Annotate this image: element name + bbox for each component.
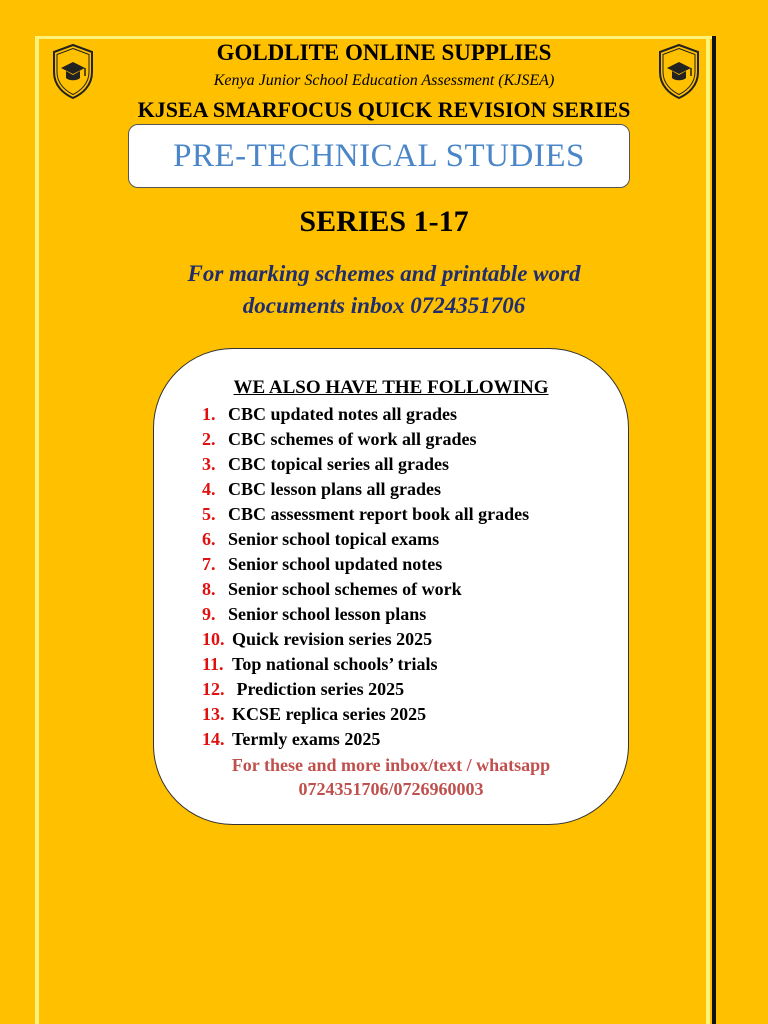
item-number: 3.	[202, 454, 216, 474]
item-number: 5.	[202, 504, 216, 524]
list-item	[202, 477, 529, 502]
list-item	[202, 652, 529, 677]
document-title: PRE-TECHNICAL STUDIES	[173, 137, 585, 174]
item-text: KCSE replica series 2025	[232, 704, 427, 724]
list-item	[202, 552, 529, 577]
offer-footer-line: For these and more inbox/text / whatsapp	[231, 755, 551, 775]
contact-note-line: documents inbox 0724351706	[242, 293, 526, 318]
item-number: 8.	[202, 579, 216, 599]
list-item	[202, 427, 529, 452]
item-number: 4.	[202, 479, 216, 499]
list-item	[202, 702, 529, 727]
offer-footer	[154, 753, 628, 801]
item-text: CBC schemes of work all grades	[228, 429, 477, 449]
list-item	[202, 627, 529, 652]
series-range: SERIES 1-17	[299, 205, 469, 238]
item-text: CBC lesson plans all grades	[228, 479, 442, 499]
item-text: CBC assessment report book all grades	[228, 504, 530, 524]
item-number: 10.	[202, 629, 225, 649]
item-number: 9.	[202, 604, 216, 624]
offer-box	[153, 348, 629, 825]
page-border-left	[35, 36, 39, 1024]
item-number: 13.	[202, 704, 225, 724]
title-box	[128, 124, 630, 188]
offer-heading: WE ALSO HAVE THE FOLLOWING	[233, 377, 549, 398]
page-border-right-dark	[712, 36, 716, 1024]
list-item	[202, 452, 529, 477]
list-item	[202, 602, 529, 627]
list-item	[202, 527, 529, 552]
list-item	[202, 502, 529, 527]
item-text: Senior school lesson plans	[228, 604, 427, 624]
item-number: 7.	[202, 554, 216, 574]
list-item	[202, 402, 529, 427]
page-border-right	[706, 36, 710, 1024]
list-item	[202, 577, 529, 602]
contact-note-line: For marking schemes and printable word	[187, 261, 581, 286]
item-text: CBC updated notes all grades	[228, 404, 458, 424]
offer-list	[202, 402, 529, 752]
item-text: Termly exams 2025	[232, 729, 381, 749]
list-item	[202, 677, 529, 702]
item-text: Quick revision series 2025	[232, 629, 433, 649]
publisher-name: GOLDLITE ONLINE SUPPLIES	[216, 40, 552, 65]
offer-footer-phone: 0724351706/0726960003	[298, 779, 484, 799]
list-item	[202, 727, 529, 752]
item-number: 2.	[202, 429, 216, 449]
item-text: CBC topical series all grades	[228, 454, 449, 474]
item-number: 6.	[202, 529, 216, 549]
assessment-subtitle: Kenya Junior School Education Assessment (KJSEA)	[213, 72, 555, 89]
item-number: 1.	[202, 404, 216, 424]
item-text: Prediction series 2025	[232, 679, 405, 699]
item-number: 11.	[202, 654, 224, 674]
item-text: Senior school updated notes	[228, 554, 443, 574]
series-name: KJSEA SMARFOCUS QUICK REVISION SERIES	[137, 97, 631, 122]
item-number: 12.	[202, 679, 225, 699]
item-number: 14.	[202, 729, 225, 749]
item-text: Senior school schemes of work	[228, 579, 462, 599]
page-border-top	[35, 36, 715, 39]
item-text: Top national schools’ trials	[232, 654, 438, 674]
contact-note	[0, 258, 768, 322]
item-text: Senior school topical exams	[228, 529, 440, 549]
